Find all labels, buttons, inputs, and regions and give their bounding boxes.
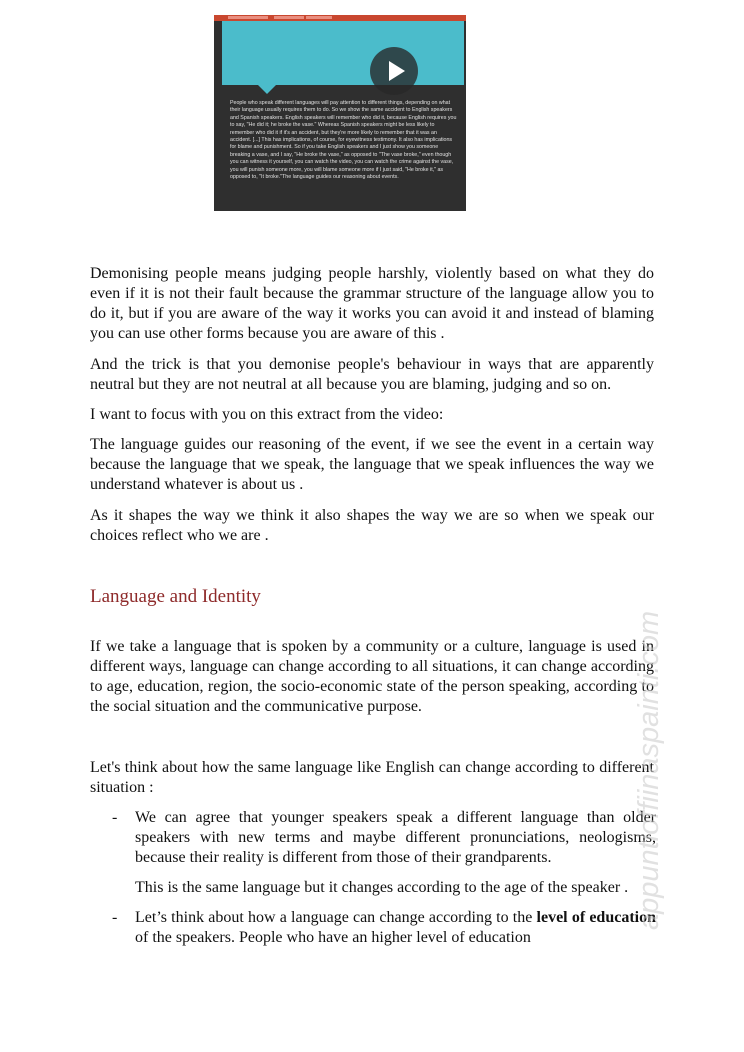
bullet-text xyxy=(135,908,656,948)
watermark: appuntioffiinaspainti.com xyxy=(633,610,665,930)
play-icon[interactable] xyxy=(370,47,418,95)
tab-hint xyxy=(228,16,268,19)
bullet-dash: - xyxy=(112,809,118,826)
tab-hint xyxy=(274,16,304,19)
bullet-text: We can agree that younger speakers speak a different language than older speakers with new terms and maybe different pronunciations, neologisms, because their reality is different from those of their grandparents. xyxy=(135,809,656,866)
bullet-emphasis: level of education xyxy=(536,909,657,926)
paragraph-language-guides: The language guides our reasoning of the event, if we see the event in a certain way because the language that we speak, the language that we speak influences the way we understand whatever is about us . xyxy=(90,436,654,493)
bullet-dash: - xyxy=(112,909,118,926)
paragraph-community: If we take a language that is spoken by a community or a culture, language is used in different ways, language can change according to all situations, it can change according to age, education, region, the socio-economic state of the person speaking, according to the social situation and the communicative purpose. xyxy=(90,638,654,715)
section-heading: Language and Identity xyxy=(90,586,261,607)
video-thumbnail[interactable] xyxy=(214,15,466,211)
speech-pointer xyxy=(258,85,276,94)
bullet-text-end: of the speakers. People who have an higher level of education xyxy=(135,929,531,946)
tab-hint xyxy=(306,16,332,19)
video-caption: People who speak different languages will pay attention to different things, depending on what their language usually requires them to do. So we show the same accident to English speakers and Spanish speakers. English speakers will remember who did it, because English requires you to say, "He did it; he broke the vase." Whereas Spanish speakers might be less likely to remember who did it if it's an accident, but they're more likely to remember that it was an accident. [...] This has implications, of course, for eyewitness testimony. It also has implications for blame and punishment. So if you take English speakers and I just show you someone breaking a vase, and I say, "He broke the vase," as opposed to "The vase broke," even though you can witness it yourself, you can watch the video, you can watch the crime against the vase, you will punish someone more, you will blame someone more if I just said, "He broke it," as opposed to, "It broke."The language guides our reasoning about events. xyxy=(230,100,457,181)
bullet-note: This is the same language but it changes according to the age of the speaker . xyxy=(135,879,629,896)
slide-header-panel xyxy=(222,21,464,85)
paragraph-trick: And the trick is that you demonise people's behaviour in ways that are apparently neutral but they are not neutral at all because you are blaming, judging and so on. xyxy=(90,356,654,393)
bullet-text-start: Let’s think about how a language can change according to the xyxy=(135,909,537,926)
paragraph-shapes: As it shapes the way we think it also shapes the way we are so when we speak our choices reflect who we are . xyxy=(90,507,654,544)
list-item xyxy=(90,908,656,948)
paragraph-focus: I want to focus with you on this extract from the video: xyxy=(90,406,444,423)
paragraph-demonising: Demonising people means judging people harshly, violently based on what they do even if it is not their fault because the grammar structure of the language allow you to do it, but if you are aware of the way it works you can avoid it and instead of blaming you can use other forms because you are aware of this . xyxy=(90,265,654,342)
paragraph-english-change: Let's think about how the same language like English can change according to different situation : xyxy=(90,759,654,796)
list-item xyxy=(90,808,656,868)
